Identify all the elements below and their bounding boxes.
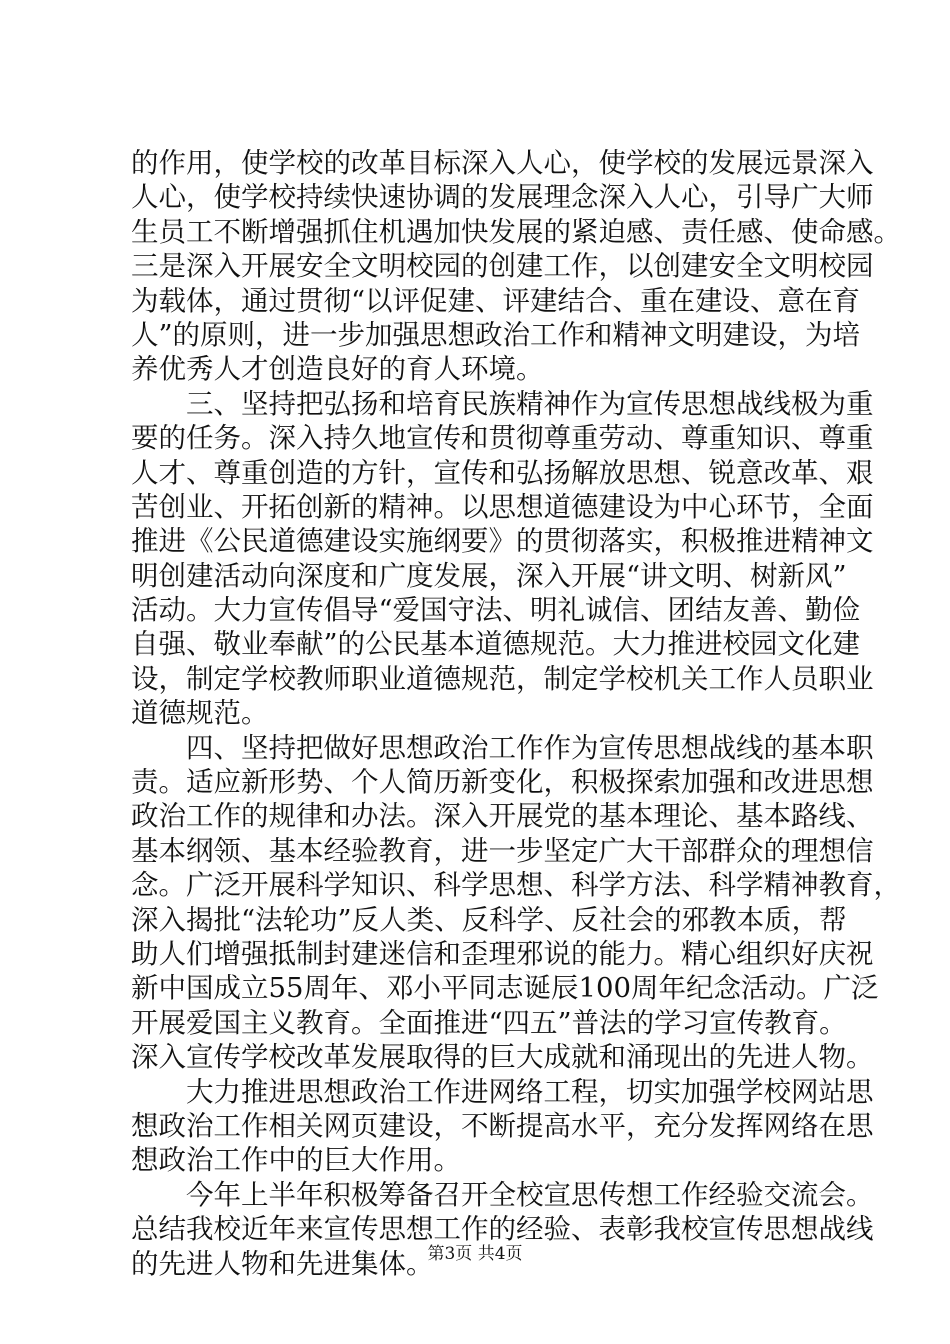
text-line: 人才、尊重创造的方针，宣传和弘扬解放思想、锐意改革、艰: [131, 456, 874, 489]
text-line: 推进《公民道德建设实施纲要》的贯彻落实，积极推进精神文: [131, 525, 874, 558]
text-line: 深入揭批“法轮功”反人类、反科学、反社会的邪教本质，帮: [131, 903, 847, 936]
text-line: 想政治工作中的巨大作用。: [131, 1144, 461, 1177]
text-line: 开展爱国主义教育。全面推进“四五”普法的学习宣传教育。: [131, 1006, 847, 1039]
text-line: 人”的原则，进一步加强思想政治工作和精神文明建设，为培: [131, 318, 861, 351]
text-line: 生员工不断增强抓住机遇加快发展的紧迫感、责任感、使命感。: [131, 215, 901, 248]
text-line: 活动。大力宣传倡导“爱国守法、明礼诚信、团结友善、勤俭: [131, 594, 861, 627]
text-line: 道德规范。: [131, 697, 269, 730]
text-line: 自强、敬业奉献”的公民基本道德规范。大力推进校园文化建: [131, 628, 861, 661]
text-line: 基本纲领、基本经验教育，进一步坚定广大干部群众的理想信: [131, 834, 874, 867]
text-line: 念。广泛开展科学知识、科学思想、科学方法、科学精神教育，: [131, 869, 901, 902]
text-line: 助人们增强抵制封建迷信和歪理邪说的能力。精心组织好庆祝: [131, 937, 874, 970]
text-line: 苦创业、开拓创新的精神。以思想道德建设为中心环节，全面: [131, 490, 874, 523]
text-line: 总结我校近年来宣传思想工作的经验、表彰我校宣传思想战线: [131, 1213, 874, 1246]
paragraph-start-line: 三、坚持把弘扬和培育民族精神作为宣传思想战线极为重: [186, 387, 874, 420]
text-line: 设，制定学校教师职业道德规范，制定学校机关工作人员职业: [131, 662, 874, 695]
paragraph-start-line: 四、坚持把做好思想政治工作作为宣传思想战线的基本职: [186, 731, 874, 764]
paragraph-start-line: 今年上半年积极筹备召开全校宣思传想工作经验交流会。: [186, 1178, 874, 1211]
text-line: 的先进人物和先进集体。: [131, 1247, 434, 1280]
text-line: 想政治工作相关网页建设，不断提高水平，充分发挥网络在思: [131, 1109, 874, 1142]
text-line: 深入宣传学校改革发展取得的巨大成就和涌现出的先进人物。: [131, 1041, 874, 1074]
text-line: 要的任务。深入持久地宣传和贯彻尊重劳动、尊重知识、尊重: [131, 422, 874, 455]
text-line: 政治工作的规律和办法。深入开展党的基本理论、基本路线、: [131, 800, 874, 833]
paragraph-start-line: 大力推进思想政治工作进网络工程，切实加强学校网站思: [186, 1075, 874, 1108]
text-line: 为载体，通过贯彻“以评促建、评建结合、重在建设、意在育: [131, 284, 861, 317]
text-line: 三是深入开展安全文明校园的创建工作，以创建安全文明校园: [131, 250, 874, 283]
document-body: [131, 146, 901, 1281]
text-line: 新中国成立55周年、邓小平同志诞辰100周年纪念活动。广泛: [131, 972, 879, 1005]
text-line: 养优秀人才创造良好的育人环境。: [131, 353, 544, 386]
text-line: 责。适应新形势、个人简历新变化，积极探索加强和改进思想: [131, 766, 874, 799]
text-line: 明创建活动向深度和广度发展，深入开展“讲文明、树新风”: [131, 559, 847, 592]
text-line: 人心，使学校持续快速协调的发展理念深入人心，引导广大师: [131, 181, 874, 214]
text-line: 的作用，使学校的改革目标深入人心，使学校的发展远景深入: [131, 147, 874, 179]
page-number-footer: 第3页 共4页: [427, 1244, 523, 1264]
